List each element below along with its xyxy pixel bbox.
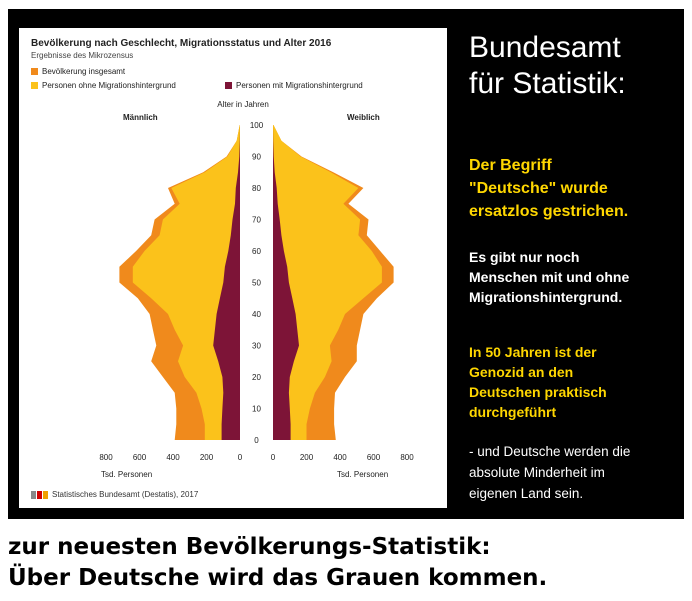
legend-label-with: Personen mit Migrationshintergrund [236, 81, 363, 90]
y-tick-100: 100 [249, 121, 264, 130]
x-tick-left-200: 200 [199, 453, 214, 462]
x-tick-right-400: 400 [333, 453, 347, 462]
x-tick-right-0: 0 [270, 453, 276, 462]
chart-subtitle: Ergebnisse des Mikrozensus [31, 51, 134, 60]
legend-label-without: Personen ohne Migrationshintergrund [42, 81, 176, 90]
chart-panel [19, 28, 447, 508]
x-axis-label-left: Tsd. Personen [101, 470, 153, 479]
female-label: Weiblich [347, 113, 380, 122]
white-line-2: Menschen mit und ohne [469, 269, 630, 285]
right-panel [465, 28, 680, 508]
right-title [469, 30, 679, 102]
y-tick-20: 20 [252, 373, 261, 382]
x-tick-left-600: 600 [132, 453, 147, 462]
chart-title: Bevölkerung nach Geschlecht, Migrationsstatus und Alter 2016 [31, 38, 332, 49]
y-tick-70: 70 [252, 215, 261, 225]
y-tick-60: 60 [252, 247, 261, 256]
plain-line-2: absolute Minderheit im [469, 465, 605, 480]
yellow2-line-2: Genozid an den [469, 364, 574, 380]
y-tick-90: 90 [252, 152, 261, 162]
right-title-line-2: für Statistik: [469, 67, 626, 100]
yellow2-line-4: durchgeführt [469, 404, 557, 420]
x-tick-left-800: 800 [99, 453, 113, 462]
population-pyramid [19, 28, 447, 508]
destatis-logo-icon [31, 491, 49, 499]
plain-text-block [469, 441, 679, 504]
yellow2-line-3: Deutschen praktisch [469, 384, 607, 400]
y-tick-10: 10 [252, 404, 261, 414]
y-tick-40: 40 [252, 310, 261, 319]
white-text-block [469, 247, 679, 307]
chart-source [31, 490, 198, 499]
source-text: Statistisches Bundesamt (Destatis), 2017 [52, 490, 199, 499]
yellow-text-block-2 [469, 342, 679, 422]
male-label: Männlich [123, 113, 158, 122]
white-line-1: Es gibt nur noch [469, 249, 580, 265]
white-line-3: Migrationshintergrund. [469, 289, 623, 305]
plain-line-1: - und Deutsche werden die [469, 444, 631, 459]
x-tick-right-600: 600 [366, 453, 381, 462]
right-title-line-1: Bundesamt [469, 31, 621, 64]
y-tick-80: 80 [252, 184, 261, 193]
y-tick-0: 0 [254, 436, 259, 445]
yellow-line-3: ersatzlos gestrichen. [469, 203, 629, 220]
yellow2-line-1: In 50 Jahren ist der [469, 344, 597, 360]
bottom-caption-line-1: zur neuesten Bevölkerungs-Statistik: [8, 534, 491, 560]
x-tick-right-800: 800 [400, 453, 414, 462]
y-tick-50: 50 [252, 278, 261, 288]
y-tick-30: 30 [252, 341, 261, 351]
x-tick-left-0: 0 [237, 453, 243, 462]
legend-label-total: Bevölkerung insgesamt [42, 67, 126, 76]
x-axis-label-right: Tsd. Personen [337, 470, 389, 479]
plain-line-3: eigenen Land sein. [469, 486, 584, 501]
y-axis-label: Alter in Jahren [217, 100, 269, 109]
yellow-text-block-1 [469, 154, 679, 223]
yellow-line-1: Der Begriff [469, 157, 552, 174]
x-tick-right-200: 200 [299, 453, 314, 462]
yellow-line-2: "Deutsche" wurde [469, 180, 608, 197]
x-tick-left-400: 400 [166, 453, 180, 462]
bottom-caption-line-2: Über Deutsche wird das Grauen kommen. [8, 565, 548, 591]
